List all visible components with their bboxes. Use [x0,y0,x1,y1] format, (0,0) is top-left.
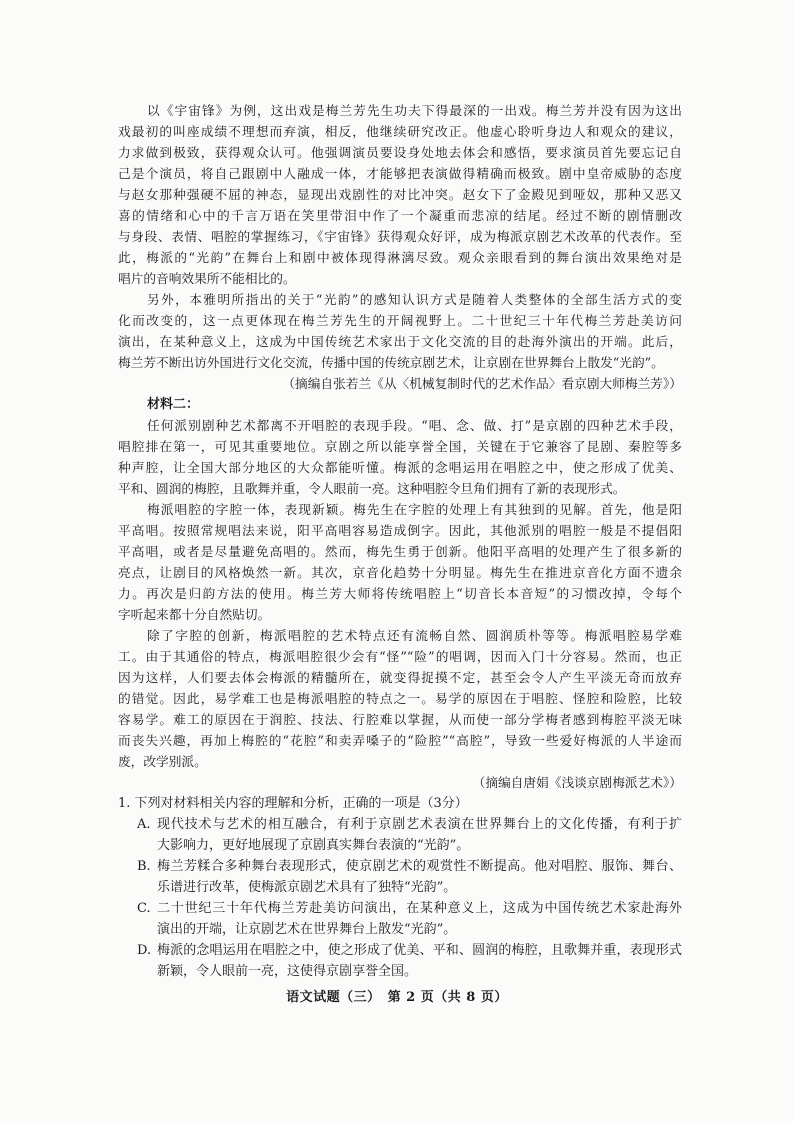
question-one [118,793,682,982]
text-line: 平高唱。按照常规唱法来说，阳平高唱容易造成倒字。因此，其他派别的唱腔一般是不提倡阳 [118,523,682,538]
text-line: 与赵女那种强硬不屈的神态，显现出戏剧性的对比冲突。赵女下了金殿见到哑奴，那种又恶又 [118,187,682,202]
text-line: 与身段、表情、唱腔的掌握练习，《宇宙锋》获得观众好评，成为梅派京剧艺术改革的代表作。至 [118,229,682,244]
paragraph [118,289,682,373]
text-line: 亮点，让剧目的风格焕然一新。其次，京音化趋势十分明显。梅先生在推进京音化方面不遗余 [118,565,682,580]
material-two-heading: 材料二： [147,397,200,412]
text-line: 梅兰芳糅合多种舞台表现形式，使京剧艺术的观赏性不断提高。他对唱腔、服饰、舞台、 [157,859,682,874]
text-line: 种声腔，让全国大部分地区的大众都能听懂。梅派的念唱运用在唱腔之中，使之形成了优美、 [118,460,682,475]
text-line: 任何派别剧种艺术都离不开唱腔的表现手段。“唱、念、做、打”是京剧的四种艺术手段， [147,418,682,433]
text-line: 平高唱，或者是尽量避免高唱的。然而，梅先生勇于创新。他阳平高唱的处理产生了很多新的 [118,544,682,559]
text-line: 的错觉。因此，易学难工也是梅派唱腔的特点之一。易学的原因在于唱腔、怪腔和险腔，比较 [118,691,682,706]
text-line: 力求做到极致，获得观众认可。他强调演员要设身处地去体会和感悟，要求演员首先要忘记自 [118,145,682,160]
text-line: 二十世纪三十年代梅兰芳赴美访问演出，在某种意义上，这成为中国传统艺术家赴海外 [157,901,682,916]
text-line: 梅派唱腔的字腔一体，表现新颖。梅先生在字腔的处理上有其独到的见解。首先，他是阳 [147,502,682,517]
material-two-source: （摘编自唐娟《浅谈京剧梅派艺术》） [472,775,682,790]
text-line: 新颖，令人眼前一亮，这使得京剧享誉全国。 [157,964,418,979]
text-line: 演出的开端，让京剧艺术在世界舞台上散发“光韵”。 [157,922,457,937]
text-line: 字听起来都十分自然贴切。 [118,607,271,622]
option-text [137,856,682,898]
material-one [118,100,682,394]
text-line: 以《宇宙锋》为例，这出戏是梅兰芳先生功夫下得最深的一出戏。梅兰芳并没有因为这出 [147,103,682,118]
option-b [137,856,682,898]
option-text [137,940,682,982]
text-line: 唱腔排在第一，可见其重要地位。京剧之所以能享誉全国，关键在于它兼容了昆剧、秦腔等多 [118,439,682,454]
text-line: 力。再次是归韵方法的使用。梅兰芳大师将传统唱腔上“切音长本音短”的习惯改掉，令每个 [118,586,682,601]
option-letter: B. [137,859,151,874]
text-line: 现代技术与艺术的相互融合，有利于京剧艺术表演在世界舞台上的文化传播，有利于扩 [157,817,682,832]
text-line: 因为这样，人们要去体会梅派的精髓所在，就变得捉摸不定，甚至会令人产生平淡无奇而放弃 [118,670,682,685]
text-line: 唱片的音响效果所不能相比的。 [118,271,296,286]
text-line: 己是个演员，将自己跟剧中人融成一体，才能够把表演做得精确而极致。剧中皇帝威胁的态度 [118,166,682,181]
page-footer: 语文试题（三） 第 2 页（共 8 页） [286,990,508,1005]
option-text [137,898,682,940]
text-line: 喜的情绪和心中的千言万语在笑里带泪中作了一个凝重而悲凉的结尾。经过不断的剧情删改 [118,208,682,223]
option-letter: C. [137,901,151,916]
option-letter: A. [137,817,151,832]
text-line: 梅派的念唱运用在唱腔之中，使之形成了优美、平和、圆润的梅腔，且歌舞并重，表现形式 [157,943,682,958]
text-line: 除了字腔的创新，梅派唱腔的艺术特点还有流畅自然、圆润质朴等等。梅派唱腔易学难 [147,628,682,643]
text-line: 乐谱进行改革，使梅派京剧艺术具有了独特“光韵”。 [157,880,457,895]
text-line: 此，梅派的“光韵”在舞台上和剧中被体现得淋漓尽致。观众亲眼看到的舞台演出效果绝对是 [118,250,682,265]
text-line: 容易学。难工的原因在于润腔、技法、行腔难以掌握，从而使一部分学梅者感到梅腔平淡无味 [118,712,682,727]
text-line: 大影响力，更好地展现了京剧真实舞台表演的“光韵”。 [157,838,470,853]
material-one-body [118,100,682,373]
text-line: 另外，本雅明所指出的关于“光韵”的感知认识方式是随着人类整体的全部生活方式的变 [147,292,682,307]
paragraph [118,415,682,499]
option-d [137,940,682,982]
material-two-body [118,415,682,772]
text-line: 化而改变的，这一点更体现在梅兰芳先生的开阔视野上。二十世纪三十年代梅兰芳赴美访问 [118,313,682,328]
material-two [118,394,682,793]
option-text [137,814,682,856]
paragraph [118,100,682,289]
text-line: 演出，在某种意义上，这成为中国传统艺术家出于文化交流的目的赴海外演出的开端。此后， [118,334,682,349]
option-c [137,898,682,940]
text-line: 工。由于其通俗的特点，梅派唱腔很少会有“怪”“险”的唱调，因而入门十分容易。然而，也正 [118,649,682,664]
material-one-source: （摘编自张若兰《从〈机械复制时代的艺术作品〉看京剧大师梅兰芳》） [282,376,682,391]
question-one-stem: 1. 下列对材料相关内容的理解和分析，正确的一项是（3分） [118,796,468,811]
paragraph [118,625,682,772]
text-line: 而丧失兴趣，再加上梅腔的“花腔”和卖弄嗓子的“险腔”“高腔”，导致一些爱好梅派的人半途而 [118,733,682,748]
option-letter: D. [137,943,152,958]
question-one-options [118,814,682,982]
text-line: 废，改学别派。 [118,754,207,769]
text-line: 戏最初的叫座成绩不理想而弃演，相反，他继续研究改正。他虚心聆听身边人和观众的建议， [118,124,682,139]
text-line: 平和、圆润的梅腔，且歌舞并重，令人眼前一亮。这种唱腔令旦角们拥有了新的表现形式。 [118,481,626,496]
paragraph [118,499,682,625]
text-line: 梅兰芳不断出访外国进行文化交流，传播中国的传统京剧艺术，让京剧在世界舞台上散发“光韵”。 [118,355,664,370]
option-a [137,814,682,856]
page-content [118,100,682,982]
